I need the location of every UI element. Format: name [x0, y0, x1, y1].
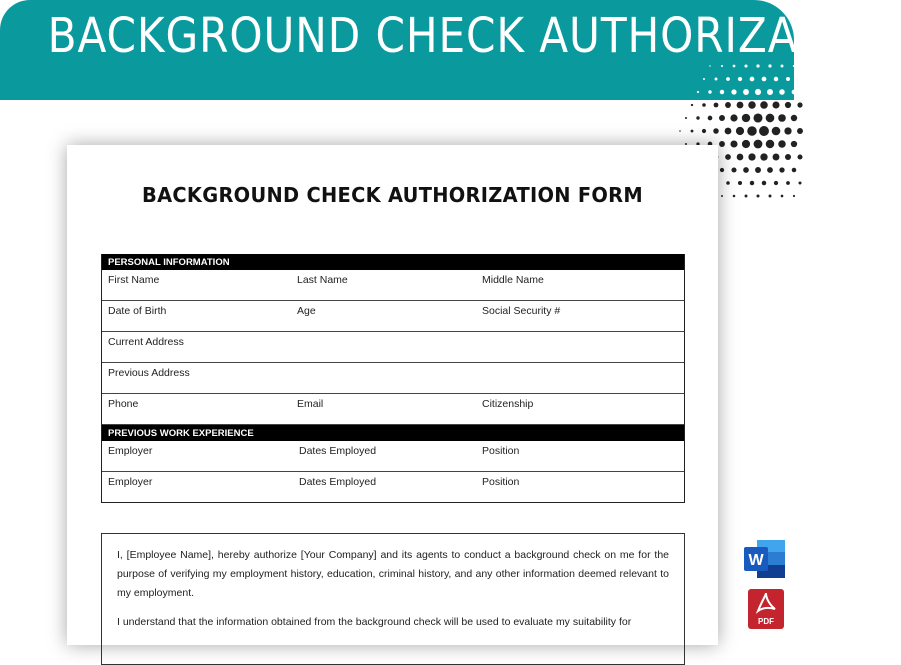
halftone-dot: [737, 154, 744, 161]
halftone-dot: [786, 181, 790, 185]
field-current-address[interactable]: Current Address: [108, 336, 184, 348]
halftone-dot: [774, 181, 778, 185]
halftone-dot: [797, 102, 802, 107]
halftone-dot: [791, 115, 797, 121]
halftone-dot: [760, 101, 768, 109]
halftone-dot: [725, 102, 731, 108]
banner-title: BACKGROUND CHECK AUTHORIZATION: [47, 8, 901, 64]
halftone-dot: [773, 154, 780, 161]
halftone-dot: [721, 65, 723, 67]
halftone-dot: [744, 64, 747, 67]
halftone-dot: [708, 90, 711, 93]
halftone-dot: [726, 77, 730, 81]
halftone-dot: [702, 103, 706, 107]
halftone-dot: [762, 181, 767, 186]
halftone-dot: [779, 167, 784, 172]
form-row: [102, 270, 684, 301]
document-page: [67, 145, 718, 645]
field-email[interactable]: Email: [297, 398, 324, 410]
halftone-dot: [737, 102, 744, 109]
halftone-dot: [778, 114, 786, 122]
halftone-dot: [714, 103, 719, 108]
form-row: [102, 441, 684, 472]
halftone-dot: [742, 114, 750, 122]
halftone-dot: [756, 194, 759, 197]
word-icon[interactable]: [743, 538, 787, 580]
halftone-dot: [781, 65, 784, 68]
halftone-dot: [772, 127, 781, 136]
halftone-dot: [725, 154, 731, 160]
field-date-of-birth[interactable]: Date of Birth: [108, 305, 167, 317]
halftone-dot: [786, 77, 790, 81]
field-employer[interactable]: Employer: [108, 476, 153, 488]
halftone-dot: [781, 195, 784, 198]
halftone-dot: [759, 126, 769, 136]
field-phone[interactable]: Phone: [108, 398, 139, 410]
halftone-dot: [785, 154, 791, 160]
halftone-dot: [766, 114, 775, 123]
halftone-dot: [715, 78, 718, 81]
halftone-dot: [798, 181, 801, 184]
halftone-dot: [762, 77, 767, 82]
form-row: [102, 472, 684, 502]
halftone-dot: [731, 89, 736, 94]
halftone-dot: [798, 77, 801, 80]
halftone-dot: [702, 129, 706, 133]
halftone-dot: [793, 65, 795, 67]
authorization-paragraph: I understand that the information obtained from the background check will be used to evaluate my suitability for: [117, 616, 632, 628]
halftone-dot: [792, 90, 797, 95]
halftone-dot: [779, 89, 785, 95]
halftone-dot: [750, 77, 755, 82]
section-header-personal: PERSONAL INFORMATION: [102, 254, 684, 270]
halftone-dot: [733, 65, 736, 68]
halftone-dot: [785, 102, 791, 108]
halftone-dot: [685, 117, 687, 119]
halftone-dot: [754, 140, 763, 149]
form-title: BACKGROUND CHECK AUTHORIZATION FORM: [141, 183, 644, 207]
halftone-dot: [797, 128, 803, 134]
halftone-dot: [719, 115, 725, 121]
halftone-dot: [793, 195, 795, 197]
halftone-dot: [791, 141, 797, 147]
word-icon-letter: W: [748, 552, 764, 569]
halftone-dot: [742, 140, 750, 148]
halftone-dot: [697, 91, 699, 93]
halftone-dot: [768, 64, 771, 67]
field-employer[interactable]: Employer: [108, 445, 153, 457]
form-row: [102, 394, 684, 425]
section-header-work: PREVIOUS WORK EXPERIENCE: [102, 425, 684, 441]
halftone-dot: [725, 128, 732, 135]
form-row: [102, 332, 684, 363]
halftone-dot: [750, 181, 754, 185]
form-row: [102, 363, 684, 394]
form-table: [101, 254, 685, 503]
field-position[interactable]: Position: [482, 445, 520, 457]
field-middle-name[interactable]: Middle Name: [482, 274, 544, 286]
halftone-dot: [748, 153, 755, 160]
halftone-dot: [797, 154, 802, 159]
halftone-dot: [766, 140, 774, 148]
halftone-dot: [736, 127, 744, 135]
halftone-dot: [721, 195, 723, 197]
field-last-name[interactable]: Last Name: [297, 274, 348, 286]
pdf-label: PDF: [758, 617, 774, 626]
halftone-dot: [755, 167, 761, 173]
halftone-dot: [731, 167, 736, 172]
halftone-dot: [733, 195, 736, 198]
field-ssn[interactable]: Social Security #: [482, 305, 561, 317]
field-previous-address[interactable]: Previous Address: [108, 367, 190, 379]
authorization-text-box: [101, 533, 685, 665]
field-citizenship[interactable]: Citizenship: [482, 398, 534, 410]
halftone-dot: [708, 116, 713, 121]
halftone-dot: [738, 181, 742, 185]
halftone-dot: [709, 65, 710, 66]
halftone-dot: [745, 195, 748, 198]
halftone-dot: [679, 130, 681, 132]
pdf-icon[interactable]: [748, 589, 784, 629]
halftone-dot: [772, 101, 779, 108]
halftone-dot: [756, 64, 759, 67]
halftone-dot: [691, 104, 693, 106]
field-first-name[interactable]: First Name: [108, 274, 160, 286]
halftone-dot: [691, 130, 694, 133]
halftone-dot: [767, 89, 773, 95]
field-position[interactable]: Position: [482, 476, 520, 488]
halftone-dot: [730, 140, 737, 147]
halftone-dot: [748, 101, 755, 108]
halftone-dot: [726, 181, 730, 185]
field-dates-employed[interactable]: Dates Employed: [299, 445, 377, 457]
form-row: [102, 301, 684, 332]
halftone-dot: [767, 167, 773, 173]
authorization-paragraph: I, [Employee Name], hereby authorize [Your Company] and its agents to conduct a background check on me for the purpose of verifying my employment history, education, criminal history, and any other information deemed relevant to my employment.: [117, 549, 669, 599]
field-age[interactable]: Age: [297, 305, 316, 317]
halftone-dot: [753, 113, 762, 122]
halftone-dot: [720, 90, 724, 94]
halftone-dot: [769, 195, 772, 198]
halftone-dot: [792, 168, 797, 173]
halftone-dot: [719, 141, 725, 147]
halftone-dot: [703, 78, 705, 80]
halftone-dot: [755, 89, 761, 95]
halftone-dot: [696, 116, 699, 119]
halftone-dot: [774, 77, 778, 81]
halftone-dot: [720, 168, 724, 172]
halftone-dot: [747, 126, 757, 136]
halftone-dot: [778, 140, 786, 148]
halftone-dot: [738, 77, 742, 81]
halftone-dot: [713, 128, 719, 134]
halftone-dot: [760, 153, 767, 160]
halftone-dot: [784, 127, 791, 134]
halftone-dot: [730, 114, 737, 121]
halftone-dot: [743, 89, 749, 95]
field-dates-employed[interactable]: Dates Employed: [299, 476, 377, 488]
halftone-dot: [743, 167, 749, 173]
